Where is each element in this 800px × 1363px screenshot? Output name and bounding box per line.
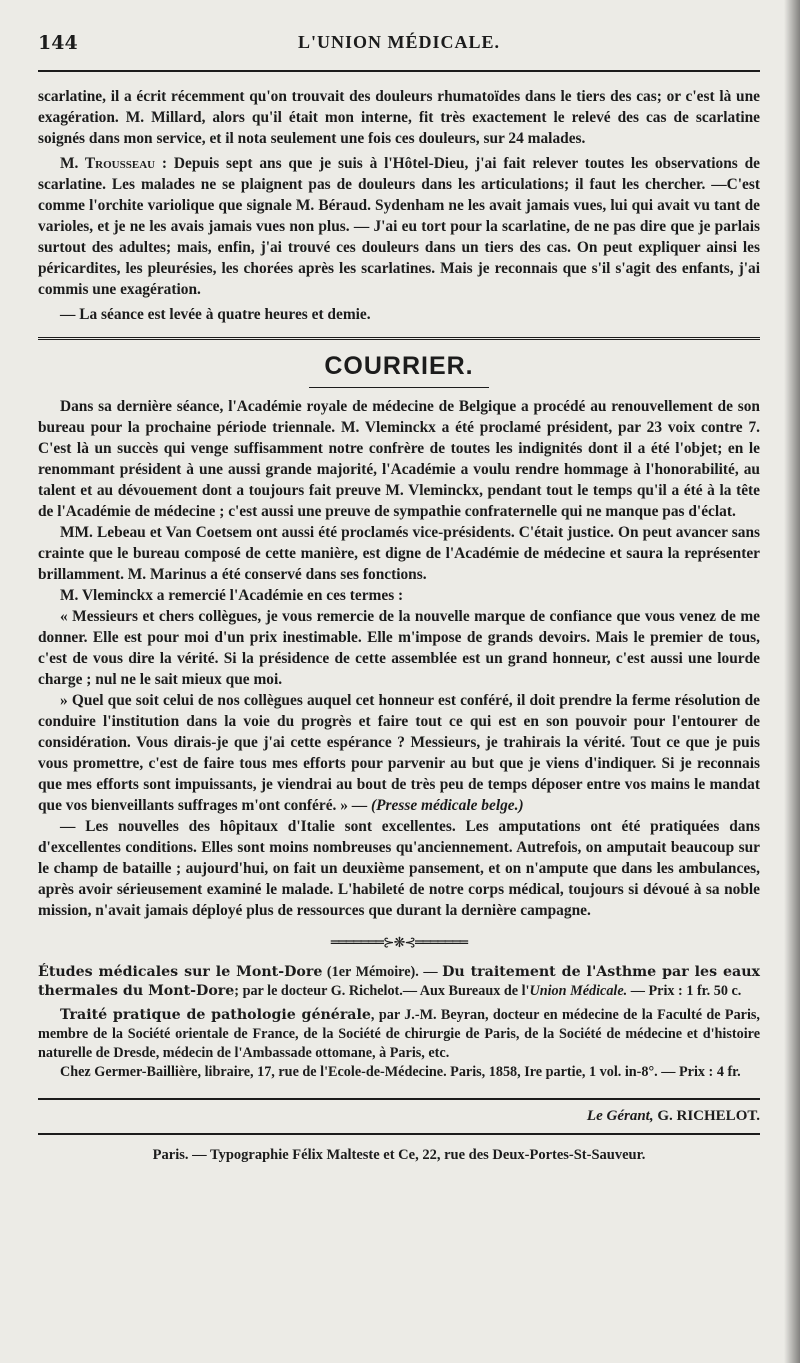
page-header	[38, 30, 760, 64]
ornament-divider: ═══════⊱❋⊰═══════	[330, 935, 468, 951]
paragraph: — La séance est levée à quatre heures et demie.	[60, 306, 371, 323]
imprint-rule	[38, 1133, 760, 1135]
section-rule	[38, 337, 760, 340]
signature	[38, 1108, 760, 1125]
speaker-text: Depuis sept ans que je suis à l'Hôtel-Dieu, j'ai fait relever toutes les observations de scarlatine. Les malades ne se plaignent pas de douleurs dans les articulations; il faut les chercher. —C'est comme l'orchite variolique que signale M. Béraud. Sydenham ne les avait jamais vues, lui qui avait vu tant de varioles, et je ne les avais jamais vues non plus. — J'ai eu tort pour la scarlatine, de ne pas dire que je parlais surtout des adultes; mais, enfin, j'ai trouvé ces douleurs dans un tiers des cas. On peut expliquer ainsi les péricardites, les pleurésies, les chorées après les scarlatines. Mais je reconnais que s'il s'agit des enfants, j'ai commis une exagération.	[38, 155, 760, 298]
paragraph: « Messieurs et chers collègues, je vous remercie de la nouvelle marque de confiance que vous venez de me donner. Elle est pour moi d'un prix inestimable. Elle m'impose de grands devoirs. Mais le premier de tous, c'est de vous dire la vérité. Si la présidence de cette assemblée est un grand honneur, c'est aussi une lourde charge ; nul ne le sait mieux que moi.	[38, 608, 760, 688]
courrier-section	[38, 396, 760, 921]
book-title: Du traitement de l'Asthme par les eaux thermales du Mont-Dore	[38, 964, 760, 999]
biblio-text: (1er Mémoire). —	[322, 964, 443, 980]
biblio-price: — Prix : 1 fr. 50 c.	[627, 983, 742, 999]
paragraph: scarlatine, il a écrit récemment qu'on trouvait des douleurs rhumatoïdes dans le tiers des cas; or c'est là une exagération. M. Millard, alors qu'il était mon interne, fit très exactement le relevé des cas de scarlatine soignés dans mon service, et il nota seulement une fois ces douleurs, sur 24 malades.	[38, 88, 760, 147]
page-number: 144	[38, 32, 78, 54]
footer-rule	[38, 1098, 760, 1100]
running-title: L'UNION MÉDICALE.	[297, 32, 501, 52]
bibliography	[38, 963, 760, 1082]
imprint: Paris. — Typographie Félix Malteste et Ce, 22, rue des Deux-Portes-St-Sauveur.	[152, 1147, 646, 1163]
paragraph: — Les nouvelles des hôpitaux d'Italie sont excellentes. Les amputations ont été pratiquées dans d'excellentes conditions. Elles sont moins nombreuses qu'anciennement. Autrefois, on amputait beaucoup sur le champ de bataille ; aujourd'hui, on fait un deuxième pansement, et on n'ampute que dans les ambulances, après avoir sérieusement examiné le malade. L'habileté de notre corps médical, toujours si dévoué à sa noble mission, n'avait jamais déployé plus de ressources que durant la dernière campagne.	[38, 818, 760, 919]
paragraph: Dans sa dernière séance, l'Académie royale de médecine de Belgique a procédé au renouvellement de son bureau pour la prochaine période triennale. M. Vleminckx a été proclamé président, par 23 voix contre 7. C'est là un succès qui venge suffisamment notre confrère de toutes les indignités dont il a été l'objet; en le renommant président à une aussi grande majorité, l'Académie a voulu rendre hommage à l'honorabilité, au talent et au dévouement dont a toujours fait preuve M. Vleminckx, pendant tout le temps qu'il a été à la tête de l'Académie de médecine ; c'est aussi une preuve de sympathie confraternelle qui ne manque pas d'éclat.	[38, 398, 760, 520]
biblio-text: , par J.-M. Beyran, docteur en médecine de la Faculté de Paris, membre de la Société orientale de France, de la Société de chirurgie de Paris, de la Société de médecine et d'histoire naturelle de Dresde, médecin de l'Ambassade ottomane, à Paris, etc.	[38, 1007, 760, 1061]
paragraph: M. Vleminckx a remercié l'Académie en ces termes :	[60, 587, 404, 604]
journal-name: Union Médicale.	[529, 983, 628, 999]
quote-source: (Presse médicale belge.)	[371, 797, 524, 814]
page-edge-shadow	[784, 0, 800, 1363]
speaker-name: M. Trousseau :	[60, 155, 168, 172]
title-underline	[309, 387, 489, 388]
book-title: Traité pratique de pathologie générale	[60, 1007, 371, 1023]
quote-text: » Quel que soit celui de nos collègues auquel cet honneur est conféré, il doit prendre la ferme résolution de conduire l'institution dans la voie du progrès et faire tout ce qui est en son pouvoir pour l'entourer de considération. Vous dirais-je que j'ai cette espérance ? Messieurs, je trahirais la vérité. Tout ce que je puis vous promettre, c'est de faire tous mes efforts pour parvenir au but que je viens d'indiquer. Si je reconnais que mes efforts sont impuissants, je viendrai au bout de très peu de temps déposer entre vos mains le mandat que vos bienveillants suffrages m'ont conféré. » —	[38, 692, 760, 814]
header-rule	[38, 70, 760, 72]
gerant-name: G. RICHELOT.	[653, 1108, 760, 1124]
paragraph	[38, 153, 760, 300]
top-section	[38, 86, 760, 325]
gerant-label: Le Gérant,	[586, 1108, 654, 1124]
biblio-entry	[38, 963, 760, 1001]
biblio-text: ; par le docteur G. Richelot.— Aux Bureaux de l'	[234, 983, 530, 999]
paragraph: MM. Lebeau et Van Coetsem ont aussi été proclamés vice-présidents. C'était justice. On peut avancer sans crainte que le bureau composé de cette manière, est digne de l'Académie de médecine et saura la représenter brillamment. M. Marinus a été conservé dans ses fonctions.	[38, 524, 760, 583]
book-title: Études médicales sur le Mont-Dore	[38, 964, 323, 980]
paragraph	[38, 690, 760, 816]
biblio-publisher: Chez Germer-Baillière, libraire, 17, rue de l'Ecole-de-Médecine. Paris, 1858, Ire partie, 1 vol. in-8°. — Prix : 4 fr.	[60, 1064, 741, 1080]
biblio-entry	[38, 1006, 760, 1063]
section-heading	[38, 352, 760, 381]
section-title: COURRIER.	[324, 352, 474, 380]
